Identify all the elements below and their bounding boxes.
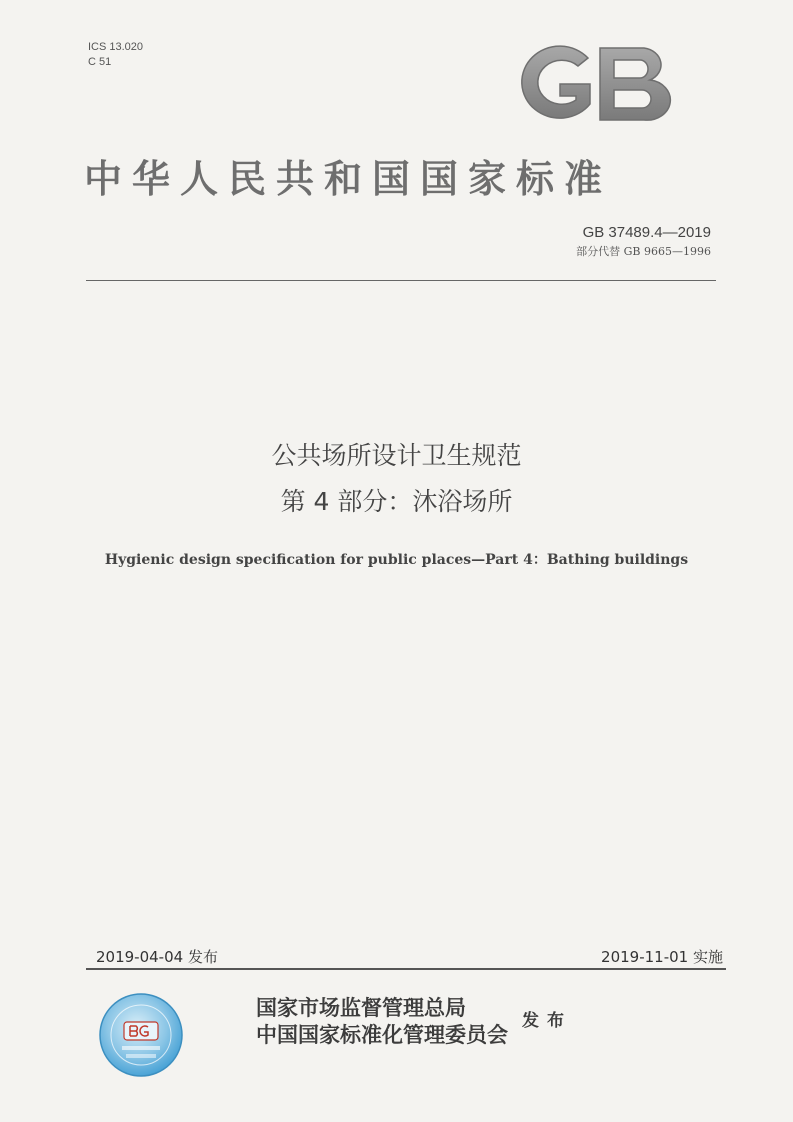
header-divider: [86, 280, 716, 281]
ccs-code: C 51: [88, 56, 112, 68]
replaces-note: 部分代替 GB 9665—1996: [576, 245, 711, 258]
issuing-authorities: [256, 994, 508, 1048]
issue-date: 2019-04-04 发布: [96, 948, 218, 966]
issuer-line1: 国家市场监督管理总局: [256, 995, 466, 1020]
issuer-line2: 中国国家标准化管理委员会: [256, 1022, 508, 1047]
title-en: Hygienic design specification for public places—Part 4：Bathing buildings: [104, 552, 689, 568]
ics-code: ICS 13.020: [88, 41, 144, 53]
standard-number: GB 37489.4—2019: [582, 224, 711, 241]
publish-label: 发布: [522, 1011, 572, 1031]
anti-counterfeit-seal: [98, 992, 184, 1078]
national-standard-heading: 中华人民共和国国家标准: [84, 156, 613, 201]
title-cn-line2: 第 4 部分：沐浴场所: [280, 487, 513, 516]
classification-codes: [88, 40, 143, 70]
implementation-date: 2019-11-01 实施: [601, 948, 723, 966]
standard-number-block: [576, 224, 711, 259]
gb-logo: [516, 44, 672, 124]
footer-divider: [86, 968, 726, 970]
title-cn-line1: 公共场所设计卫生规范: [271, 441, 522, 470]
